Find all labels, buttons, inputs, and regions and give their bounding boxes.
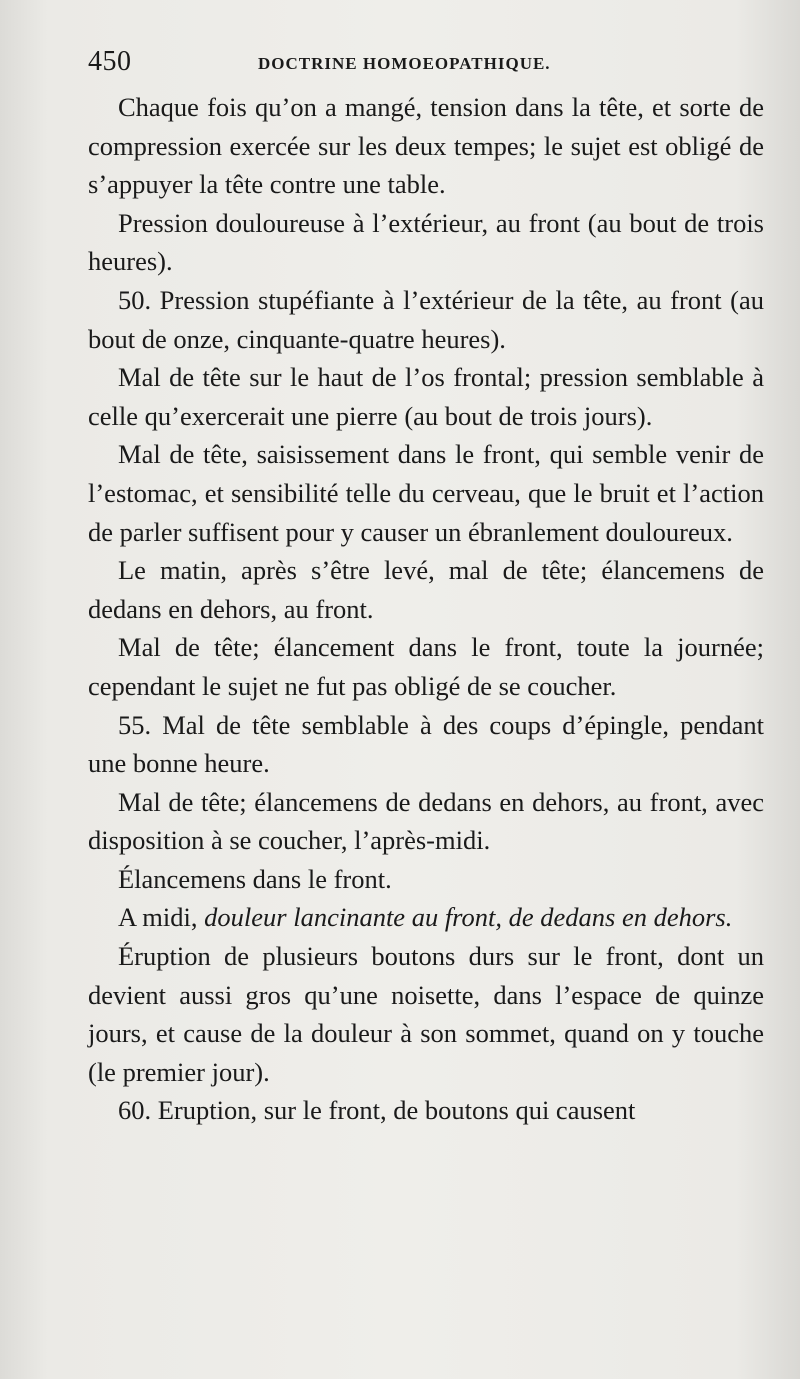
page-header — [88, 46, 768, 76]
paragraph: 55. Mal de tête semblable à des coups d’épingle, pendant une bonne heure. — [88, 709, 764, 779]
paragraph: Le matin, après s’être levé, mal de tête; élancemens de dedans en dehors, au front. — [88, 555, 764, 624]
paragraph: Chaque fois qu’on a mangé, tension dans la tête, et sorte de compression exercée sur les deux tempes; le sujet est obligé de s’appuyer la tête contre une table. — [88, 92, 764, 200]
running-title: DOCTRINE HOMOEOPATHIQUE. — [258, 54, 551, 73]
paragraph: Mal de tête; élancemens de dedans en dehors, au front, avec disposition à se coucher, l’après-midi. — [88, 786, 764, 856]
paragraph: Pression douloureuse à l’extérieur, au front (au bout de trois heures). — [88, 207, 764, 277]
paragraph: Éruption de plusieurs boutons durs sur le front, dont un devient aussi gros qu’une noisette, dans l’espace de quinze jours, et cause de la douleur à son sommet, quand on y touche (le premier jour). — [88, 941, 764, 1087]
paragraph: 50. Pression stupéfiante à l’extérieur de la tête, au front (au bout de onze, cinquante-quatre heures). — [88, 284, 764, 354]
italic-text: douleur lancinante au front, de dedans en dehors. — [204, 902, 733, 933]
paragraph: Élancemens dans le front. — [118, 863, 392, 894]
paragraph: 60. Eruption, sur le front, de boutons qui causent — [118, 1095, 636, 1126]
page-number: 450 — [88, 46, 132, 77]
paragraph-prefix: A midi, — [118, 902, 205, 933]
body-text — [88, 88, 764, 1130]
paragraph: Mal de tête, saisissement dans le front, qui semble venir de l’estomac, et sensibilité telle du cerveau, que le bruit et l’action de parler suffisent pour y causer un ébranlement douloureux. — [88, 439, 764, 547]
paragraph: Mal de tête; élancement dans le front, toute la journée; cependant le sujet ne fut pas obligé de se coucher. — [88, 632, 764, 701]
paragraph-italic — [88, 898, 764, 937]
paragraph: Mal de tête sur le haut de l’os frontal; pression semblable à celle qu’exercerait une pierre (au bout de trois jours). — [88, 362, 764, 431]
